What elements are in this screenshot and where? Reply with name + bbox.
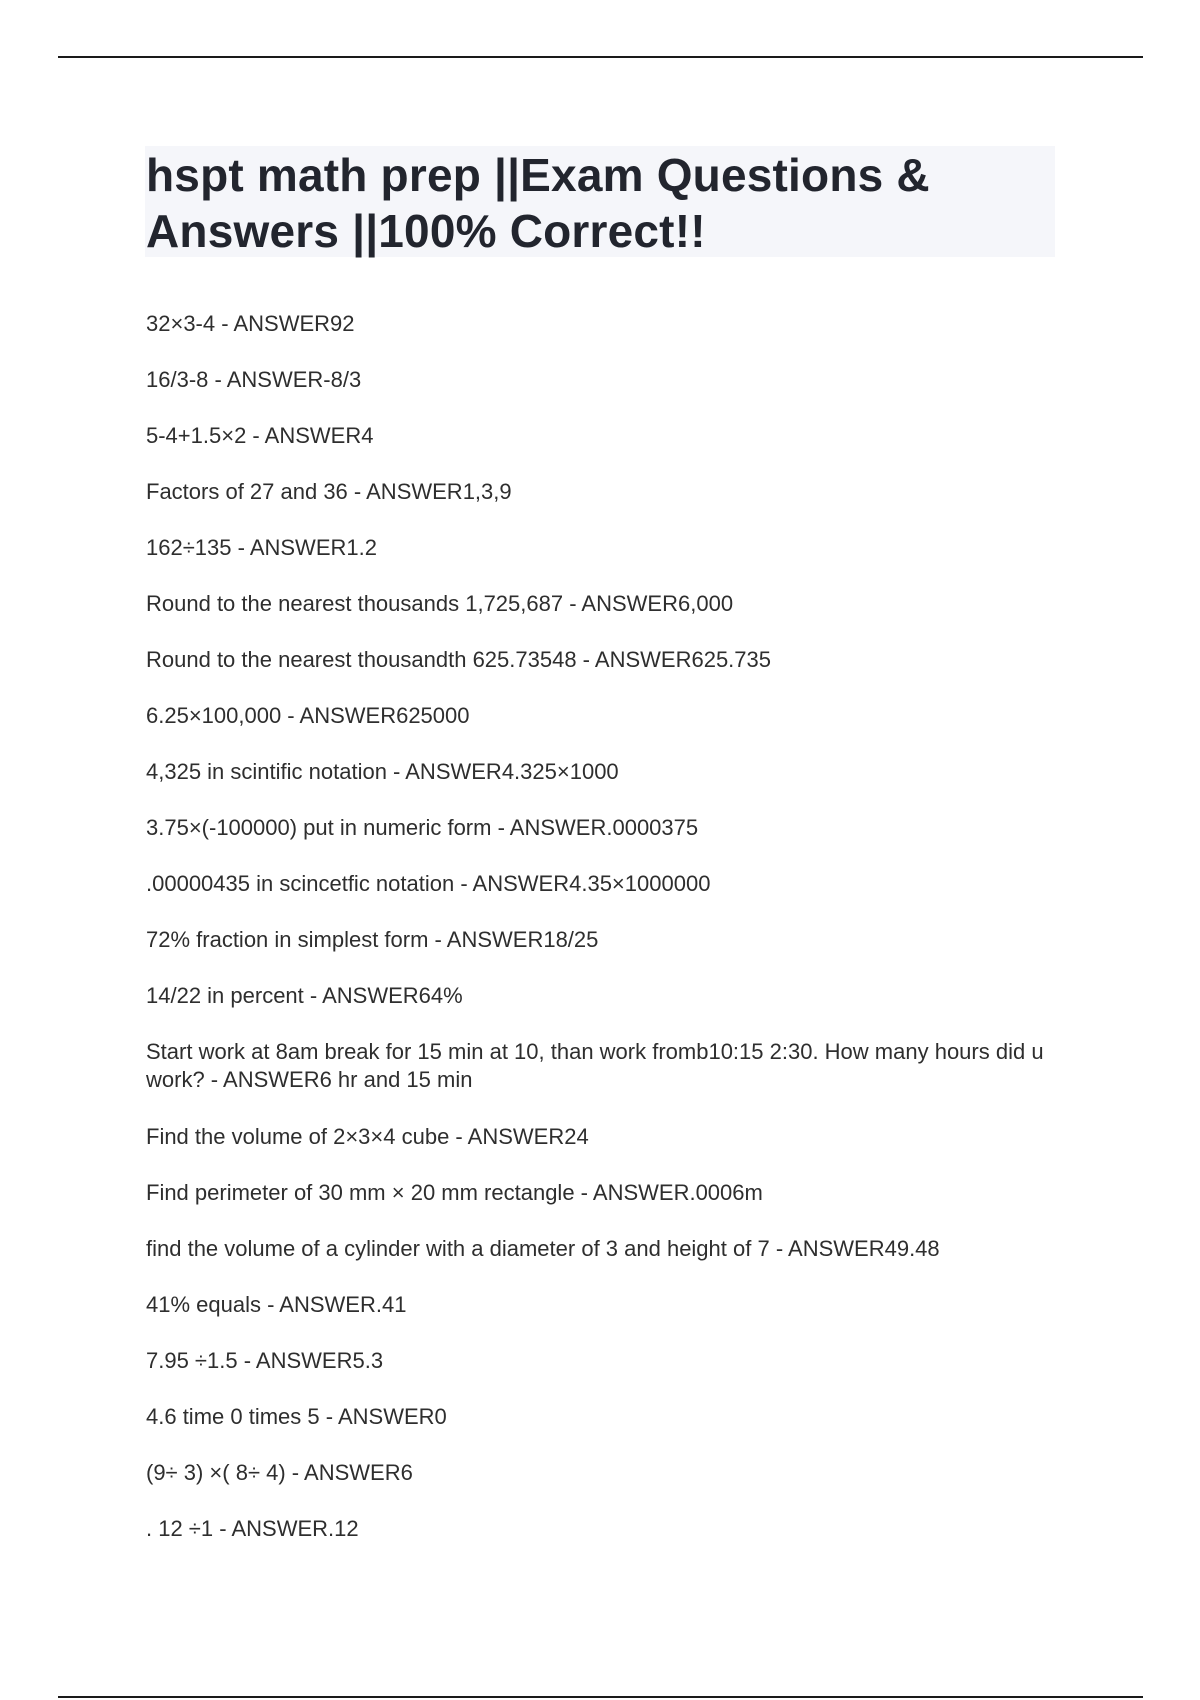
bottom-divider bbox=[58, 1696, 1143, 1698]
list-item: (9÷ 3) ×( 8÷ 4) - ANSWER6 bbox=[146, 1460, 413, 1485]
list-item: 41% equals - ANSWER.41 bbox=[146, 1292, 407, 1317]
list-item: 6.25×100,000 - ANSWER625000 bbox=[146, 703, 470, 728]
list-item: Find perimeter of 30 mm × 20 mm rectangle - ANSWER.0006m bbox=[146, 1180, 763, 1205]
document-title: hspt math prep ||Exam Questions & Answers ||100% Correct!! bbox=[146, 149, 930, 257]
list-item: 162÷135 - ANSWER1.2 bbox=[146, 535, 377, 560]
list-item: 14/22 in percent - ANSWER64% bbox=[146, 983, 463, 1008]
list-item: Find the volume of 2×3×4 cube - ANSWER24 bbox=[146, 1124, 589, 1149]
list-item: Factors of 27 and 36 - ANSWER1,3,9 bbox=[146, 479, 512, 504]
list-item: Start work at 8am break for 15 min at 10, than work fromb10:15 2:30. How many hours did u work? - ANSWER6 hr and 15 min bbox=[146, 1039, 1044, 1092]
list-item: 7.95 ÷1.5 - ANSWER5.3 bbox=[146, 1348, 384, 1373]
list-item: . 12 ÷1 - ANSWER.12 bbox=[146, 1516, 359, 1541]
list-item: 3.75×(-100000) put in numeric form - ANSWER.0000375 bbox=[146, 815, 699, 840]
top-divider bbox=[58, 56, 1143, 58]
list-item: find the volume of a cylinder with a diameter of 3 and height of 7 - ANSWER49.48 bbox=[146, 1236, 940, 1261]
question-answer-list bbox=[146, 310, 1046, 1571]
list-item: Round to the nearest thousands 1,725,687 - ANSWER6,000 bbox=[146, 591, 734, 616]
list-item: Round to the nearest thousandth 625.73548 - ANSWER625.735 bbox=[146, 647, 771, 672]
list-item: .00000435 in scincetfic notation - ANSWER4.35×1000000 bbox=[146, 871, 711, 896]
list-item: 16/3-8 - ANSWER-8/3 bbox=[146, 367, 362, 392]
list-item: 32×3-4 - ANSWER92 bbox=[146, 311, 355, 336]
list-item: 4,325 in scintific notation - ANSWER4.325×1000 bbox=[146, 759, 619, 784]
list-item: 5-4+1.5×2 - ANSWER4 bbox=[146, 423, 374, 448]
list-item: 4.6 time 0 times 5 - ANSWER0 bbox=[146, 1404, 447, 1429]
list-item: 72% fraction in simplest form - ANSWER18/25 bbox=[146, 927, 599, 952]
